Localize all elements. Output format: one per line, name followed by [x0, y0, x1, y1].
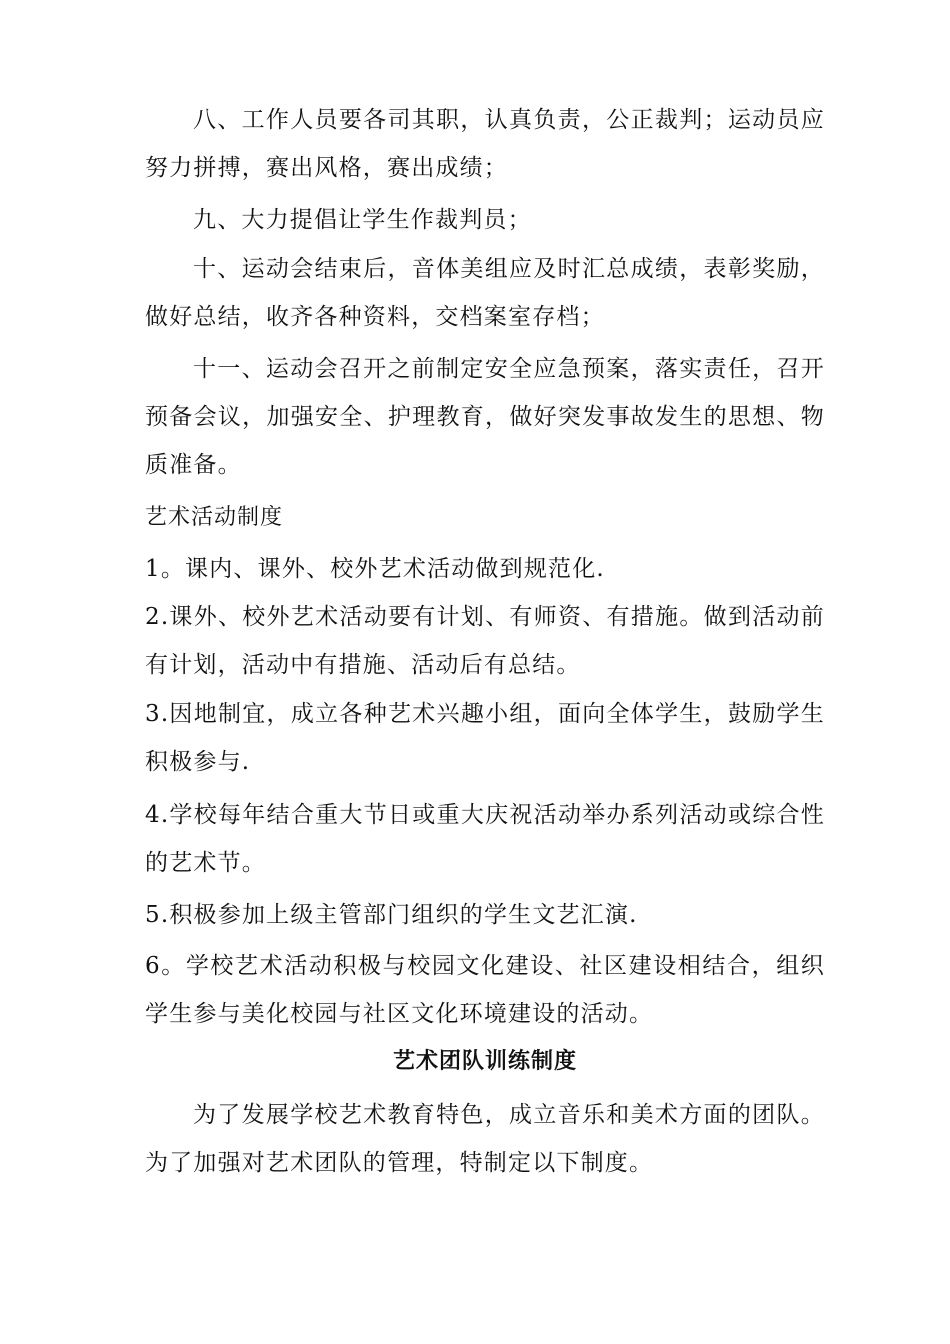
- paragraph-item-10: 十、运动会结束后，音体美组应及时汇总成绩，表彰奖励，做好总结，收齐各种资料，交档案室存档；: [145, 256, 825, 330]
- paragraph-item-11: 十一、运动会召开之前制定安全应急预案，落实责任，召开预备会议，加强安全、护理教育，做好突发事故发生的思想、物质准备。: [145, 356, 825, 478]
- section-title-art-activity: 艺术活动制度: [145, 505, 284, 530]
- paragraph-item-9: 九、大力提倡让学生作裁判员；: [193, 207, 532, 233]
- list-item: 1。课内、课外、校外艺术活动做到规范化.: [145, 556, 605, 582]
- list-item: 3.因地制宜，成立各种艺术兴趣小组，面向全体学生，鼓励学生积极参与.: [145, 701, 825, 775]
- list-item: 2.课外、校外艺术活动要有计划、有师资、有措施。做到活动前有计划，活动中有措施、活动后有总结。: [145, 604, 825, 678]
- list-item: 5.积极参加上级主管部门组织的学生文艺汇演.: [145, 902, 638, 928]
- section-title-art-team-training: 艺术团队训练制度: [392, 1049, 577, 1074]
- paragraph-item-8: 八、工作人员要各司其职，认真负责，公正裁判；运动员应努力拼搏，赛出风格，赛出成绩；: [145, 107, 825, 181]
- list-item: 4.学校每年结合重大节日或重大庆祝活动举办系列活动或综合性的艺术节。: [145, 802, 825, 876]
- section-intro-paragraph: 为了发展学校艺术教育特色，成立音乐和美术方面的团队。为了加强对艺术团队的管理，特制定以下制度。: [145, 1102, 825, 1176]
- list-item: 6。学校艺术活动积极与校园文化建设、社区建设相结合，组织学生参与美化校园与社区文化环境建设的活动。: [145, 953, 825, 1027]
